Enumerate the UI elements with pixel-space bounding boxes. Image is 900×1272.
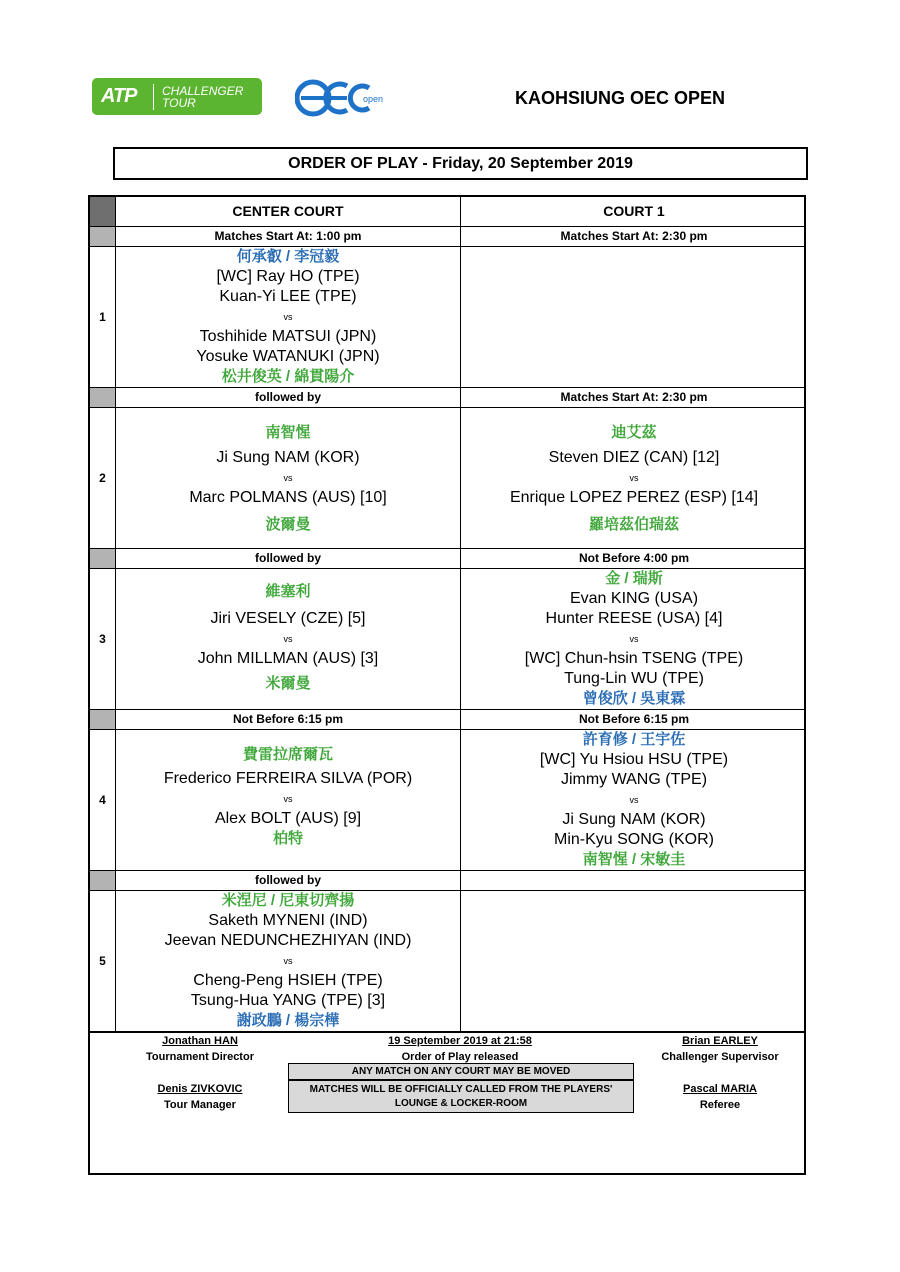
chinese-names-top: 金 / 瑞斯 (605, 570, 663, 587)
referee (650, 1081, 790, 1113)
chinese-names-bottom: 波爾曼 (265, 516, 311, 533)
chinese-names-bottom: 松井俊英 / 綿貫陽介 (221, 368, 355, 385)
court1-sequence-label: Not Before 4:00 pm (578, 551, 690, 565)
player-name: [WC] Yu Hsiou HSU (TPE) (539, 751, 729, 768)
tm-role: Tour Manager (164, 1099, 236, 1111)
court1-match-empty (462, 247, 806, 387)
chinese-names-bottom: 羅培茲伯瑞茲 (588, 516, 679, 533)
versus-label: vs (283, 473, 293, 483)
chinese-names-bottom: 南智惺 / 宋敏圭 (582, 851, 686, 868)
center-start-time: Matches Start At: 1:00 pm (116, 227, 461, 246)
center-court-match (116, 730, 461, 870)
ref-name: Pascal MARIA (683, 1083, 757, 1095)
footer-signatures (90, 1033, 806, 1175)
court1-sequence-label: Not Before 6:15 pm (578, 712, 690, 726)
center-court-match (116, 891, 461, 1031)
player-name: Min-Kyu SONG (KOR) (553, 831, 714, 848)
center-court-match (116, 247, 461, 387)
sup-name: Brian EARLEY (682, 1035, 758, 1047)
oec-logo-text: open (363, 94, 384, 104)
court1-match-empty (462, 891, 806, 1031)
match-row-3 (90, 569, 806, 710)
separator-row (90, 388, 806, 408)
chinese-names-top: 米涅尼 / 尼東切齊揚 (221, 892, 355, 909)
order-of-play-table (88, 195, 806, 1175)
chinese-names-top: 維塞利 (265, 583, 311, 600)
player-name: Tung-Lin WU (TPE) (564, 670, 704, 687)
ref-role: Referee (699, 1099, 741, 1111)
versus-label: vs (629, 473, 639, 483)
match-row-5 (90, 891, 806, 1033)
versus-label: vs (629, 634, 639, 644)
td-role: Tournament Director (146, 1051, 254, 1063)
corner-cell (90, 197, 116, 226)
versus-label: vs (629, 795, 639, 805)
court1-match (462, 730, 806, 870)
player-name: [WC] Ray HO (TPE) (216, 268, 360, 285)
player-name: Enrique LOPEZ PEREZ (ESP) [14] (509, 489, 759, 506)
player-name: Frederico FERREIRA SILVA (POR) (163, 770, 413, 787)
chinese-names-bottom: 柏特 (272, 830, 303, 847)
player-name: Jiri VESELY (CZE) [5] (210, 610, 366, 627)
chinese-names-bottom: 謝政鵬 / 楊宗樺 (236, 1012, 340, 1029)
player-name: Hunter REESE (USA) [4] (545, 610, 723, 627)
row-number: 2 (90, 408, 116, 548)
tm-name: Denis ZIVKOVIC (157, 1083, 243, 1095)
center-court-match (116, 408, 461, 548)
challenger-tour-text: CHALLENGER TOUR (162, 83, 244, 110)
release-info (350, 1033, 570, 1065)
challenger-supervisor (650, 1033, 790, 1065)
player-name: Marc POLMANS (AUS) [10] (189, 489, 387, 506)
chinese-names-bottom: 米爾曼 (265, 675, 311, 692)
player-name: Toshihide MATSUI (JPN) (199, 328, 377, 345)
chinese-names-top: 何承叡 / 李冠毅 (236, 248, 340, 265)
center-sequence-label: followed by (116, 388, 461, 407)
court-header-row (90, 197, 806, 227)
row-number: 5 (90, 891, 116, 1031)
versus-label: vs (283, 312, 293, 322)
player-name: Cheng-Peng HSIEH (TPE) (193, 972, 383, 989)
match-row-1 (90, 247, 806, 388)
separator-row (90, 871, 806, 891)
court1-start-time: Matches Start At: 2:30 pm (560, 229, 708, 243)
player-name: Alex BOLT (AUS) [9] (214, 810, 362, 827)
court1-sequence-label (462, 871, 806, 890)
row-number: 4 (90, 730, 116, 870)
player-name: Kuan-Yi LEE (TPE) (219, 288, 357, 305)
center-sequence-label: followed by (116, 549, 461, 568)
order-of-play-title: ORDER OF PLAY - Friday, 20 September 2019 (113, 147, 808, 180)
match-row-2 (90, 408, 806, 549)
warning-moved: ANY MATCH ON ANY COURT MAY BE MOVED (288, 1063, 634, 1080)
center-court-match (116, 569, 461, 709)
player-name: Evan KING (USA) (569, 590, 699, 607)
player-name: Jeevan NEDUNCHEZHIYAN (IND) (164, 932, 412, 949)
separator-row (90, 710, 806, 730)
versus-label: vs (283, 794, 293, 804)
chinese-names-top: 許育修 / 王宇佐 (582, 731, 686, 748)
sup-role: Challenger Supervisor (661, 1051, 779, 1063)
player-name: Jimmy WANG (TPE) (560, 771, 708, 788)
warning-called: MATCHES WILL BE OFFICIALLY CALLED FROM THE PLAYERS' LOUNGE & LOCKER-ROOM (288, 1080, 634, 1113)
event-title: KAOHSIUNG OEC OPEN (515, 88, 726, 108)
player-name: Ji Sung NAM (KOR) (562, 811, 706, 828)
versus-label: vs (283, 956, 293, 966)
court1-header: COURT 1 (603, 203, 665, 219)
player-name: John MILLMAN (AUS) [3] (197, 650, 379, 667)
start-time-row (90, 227, 806, 247)
court1-match (462, 569, 806, 709)
atp-challenger-logo (92, 78, 262, 115)
player-name: [WC] Chun-hsin TSENG (TPE) (524, 650, 744, 667)
logo-divider (153, 84, 154, 110)
chinese-names-top: 費雷拉席爾瓦 (242, 746, 333, 763)
chinese-names-top: 南智惺 (265, 424, 311, 441)
td-name: Jonathan HAN (162, 1035, 238, 1047)
tournament-director (130, 1033, 270, 1065)
player-name: Ji Sung NAM (KOR) (216, 449, 360, 466)
court1-sequence-label: Matches Start At: 2:30 pm (560, 390, 708, 404)
atp-logo-text: ATP (101, 85, 137, 107)
release-time: 19 September 2019 at 21:58 (388, 1035, 532, 1047)
player-name: Yosuke WATANUKI (JPN) (196, 348, 380, 365)
player-name: Saketh MYNENI (IND) (208, 912, 368, 929)
chinese-names-top: 迪艾茲 (611, 424, 657, 441)
center-sequence-label: Not Before 6:15 pm (116, 710, 461, 729)
court1-match (462, 408, 806, 548)
row-number: 3 (90, 569, 116, 709)
release-label: Order of Play released (401, 1051, 519, 1063)
versus-label: vs (283, 634, 293, 644)
player-name: Tsung-Hua YANG (TPE) [3] (190, 992, 386, 1009)
oec-open-logo (295, 78, 390, 118)
chinese-names-bottom: 曾俊欣 / 吳東霖 (582, 690, 686, 707)
separator-row (90, 549, 806, 569)
row-number: 1 (90, 247, 116, 387)
center-court-header: CENTER COURT (116, 197, 461, 226)
tour-manager (130, 1081, 270, 1113)
player-name: Steven DIEZ (CAN) [12] (548, 449, 720, 466)
match-row-4 (90, 730, 806, 871)
center-sequence-label: followed by (116, 871, 461, 890)
